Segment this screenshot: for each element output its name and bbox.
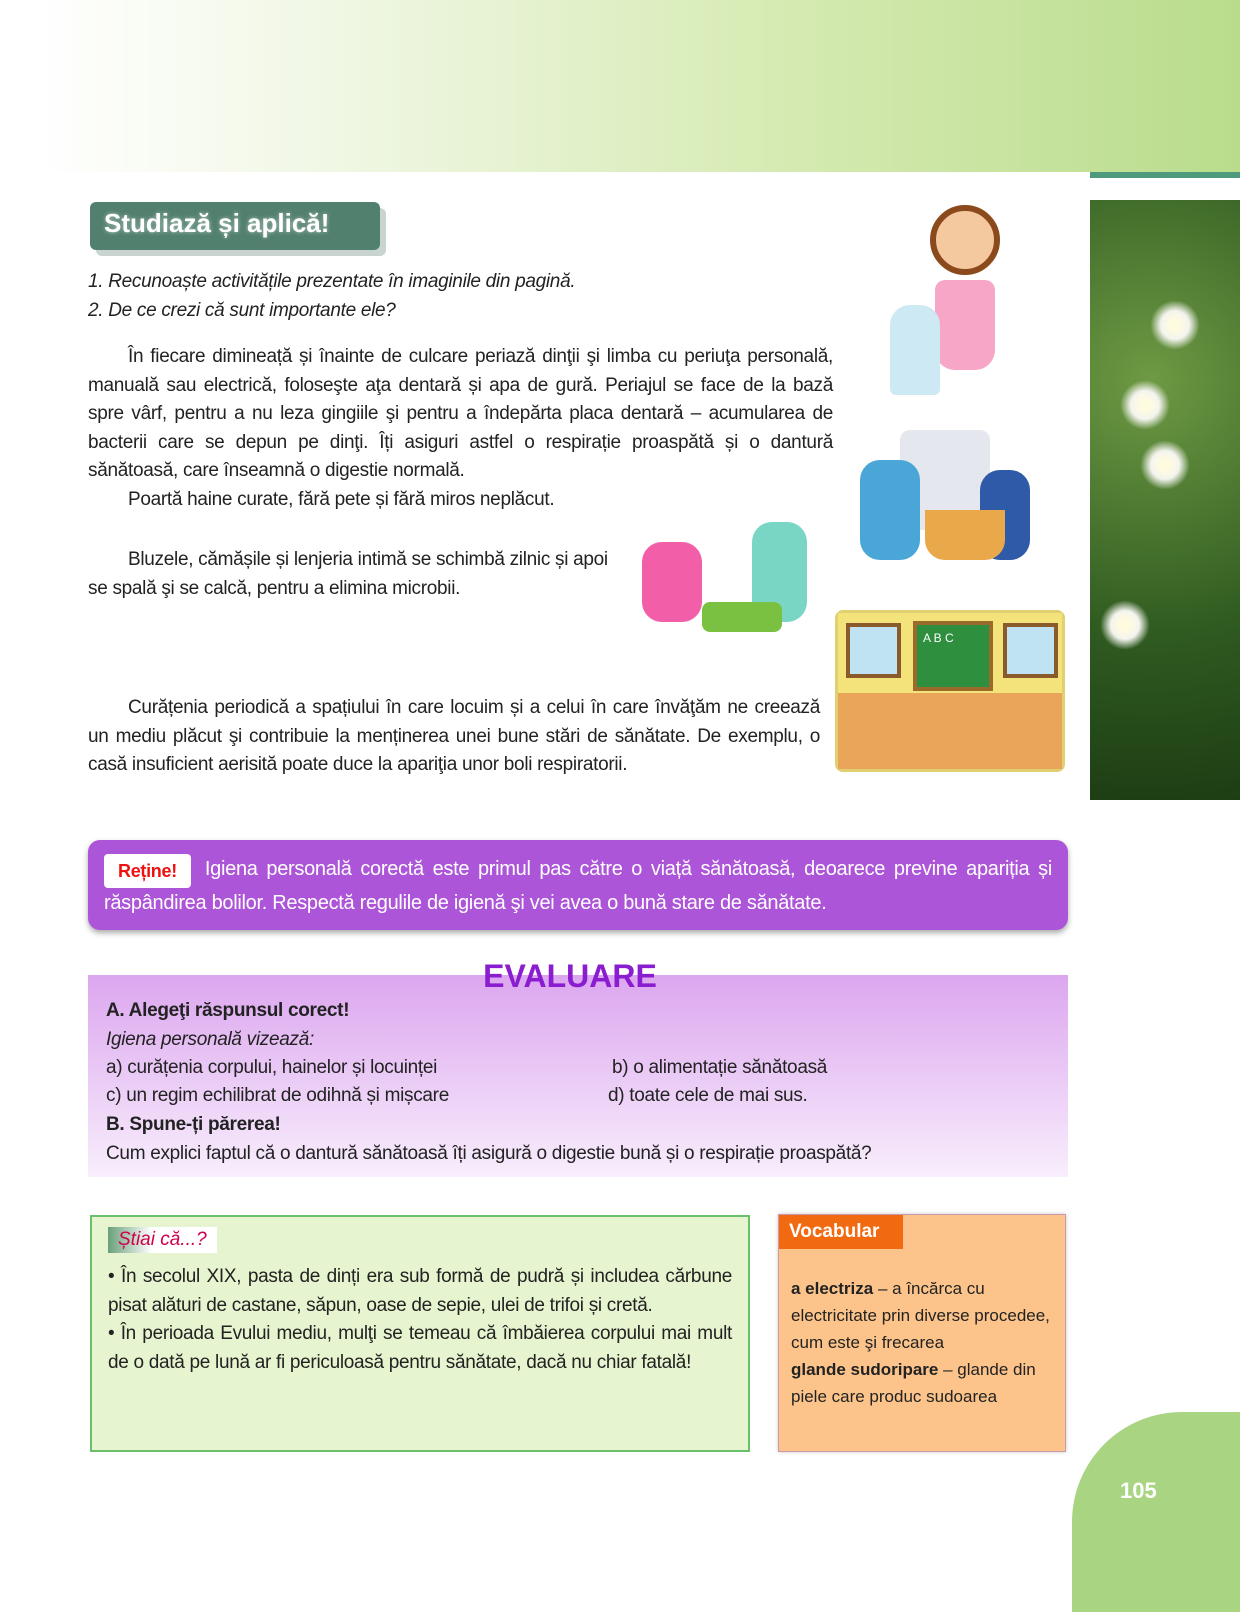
option-d: d) toate cele de mai sus. — [608, 1085, 808, 1106]
vocab-entry: glande sudoripare – glande din piele care produc sudoarea — [791, 1360, 1036, 1406]
girl-brushing-teeth-illustration — [890, 205, 1040, 395]
girls-folding-clothes-illustration — [632, 512, 832, 640]
paragraph-teeth: În fiecare dimineață și înainte de culcare periază dinţii şi limba cu periuţa personală, manuală sau electrică, foloseşte aţa dentară și apa de gură. Periajul se face de la bază spre vârf, pentru a nu leza gingiile şi pentru a îndepărta placa dentară – acumularea de bacterii care se depun pe dinţi. Îți asiguri astfel o respirație proaspătă și o dantură sănătoasă, care înseamnă o digestie normală. — [88, 346, 833, 481]
retine-text: Igiena personală corectă este primul pas către o viață sănătoasă, deoarece previne apariția și răspândirea bolilor. Respectă regulile de igienă şi vei avea o bună stare de sănătate. — [104, 858, 1052, 914]
paragraph-clothes: Poartă haine curate, fără pete și fără miros neplăcut. — [128, 489, 555, 510]
section-b-title: B. Spune-ți părerea! — [106, 1114, 281, 1135]
retine-label: Reține! — [104, 854, 191, 888]
top-banner — [0, 0, 1240, 172]
paragraph-cleaning: Curățenia periodică a spațiului în care locuim și a celui în care învăţăm ne creează un mediu plăcut şi contribuie la menținerea unei bune stări de sănătate. De exemplu, o casă insuficient aerisită poate duce la apariţia unor boli respiratorii. — [88, 697, 820, 775]
section-a-prompt: Igiena personală vizează: — [106, 1028, 314, 1050]
stiai-box — [90, 1215, 750, 1452]
question-1: 1. Recunoaște activitățile prezentate în imaginile din pagină. — [88, 271, 576, 292]
vocabular-title: Vocabular — [779, 1215, 903, 1249]
stiai-item: • În secolul XIX, pasta de dinți era sub formă de pudră și includea cărbune pisat alături de castane, săpun, oase de sepie, ulei de trifoi și cretă. — [108, 1266, 732, 1316]
divider — [1090, 172, 1240, 178]
page-number-tab — [1072, 1412, 1240, 1612]
vocabular-box — [778, 1214, 1066, 1452]
section-title: Studiază și aplică! — [90, 202, 380, 250]
paragraph-laundry: Bluzele, cămășile și lenjeria intimă se schimbă zilnic și apoi se spală şi se calcă, pentru a elimina microbii. — [88, 549, 608, 599]
chalkboard: A B C — [913, 621, 993, 691]
page-number: 105 — [1120, 1478, 1157, 1503]
option-a: a) curățenia corpului, hainelor și locuinței — [106, 1057, 438, 1078]
evaluare-box — [88, 975, 1068, 1177]
section-b-text: Cum explici faptul că o dantură sănătoasă îți asigură o digestie bună și o respirație proaspătă? — [106, 1142, 872, 1164]
option-b: b) o alimentație sănătoasă — [612, 1057, 828, 1078]
classroom-cleaning-illustration — [835, 610, 1065, 772]
option-c: c) un regim echilibrat de odihnă și mișcare — [106, 1085, 449, 1106]
vocab-entry: a electriza – a încărca cu electricitate prin diverse procedee, cum este şi frecarea — [791, 1279, 1050, 1352]
retine-box — [88, 840, 1068, 930]
family-laundry-illustration — [840, 420, 1065, 570]
question-2: 2. De ce crezi că sunt importante ele? — [88, 299, 396, 321]
flower-photo — [1090, 200, 1240, 800]
stiai-label: Știai că...? — [108, 1227, 217, 1253]
evaluare-title: EVALUARE — [483, 958, 657, 994]
stiai-item: • În perioada Evului mediu, mulţi se temeau că îmbăierea corpului mai mult de o dată pe lună ar fi periculoasă pentru sănătate, dacă nu chiar fatală! — [108, 1323, 732, 1373]
section-a-title: A. Alegeţi răspunsul corect! — [106, 1000, 350, 1021]
